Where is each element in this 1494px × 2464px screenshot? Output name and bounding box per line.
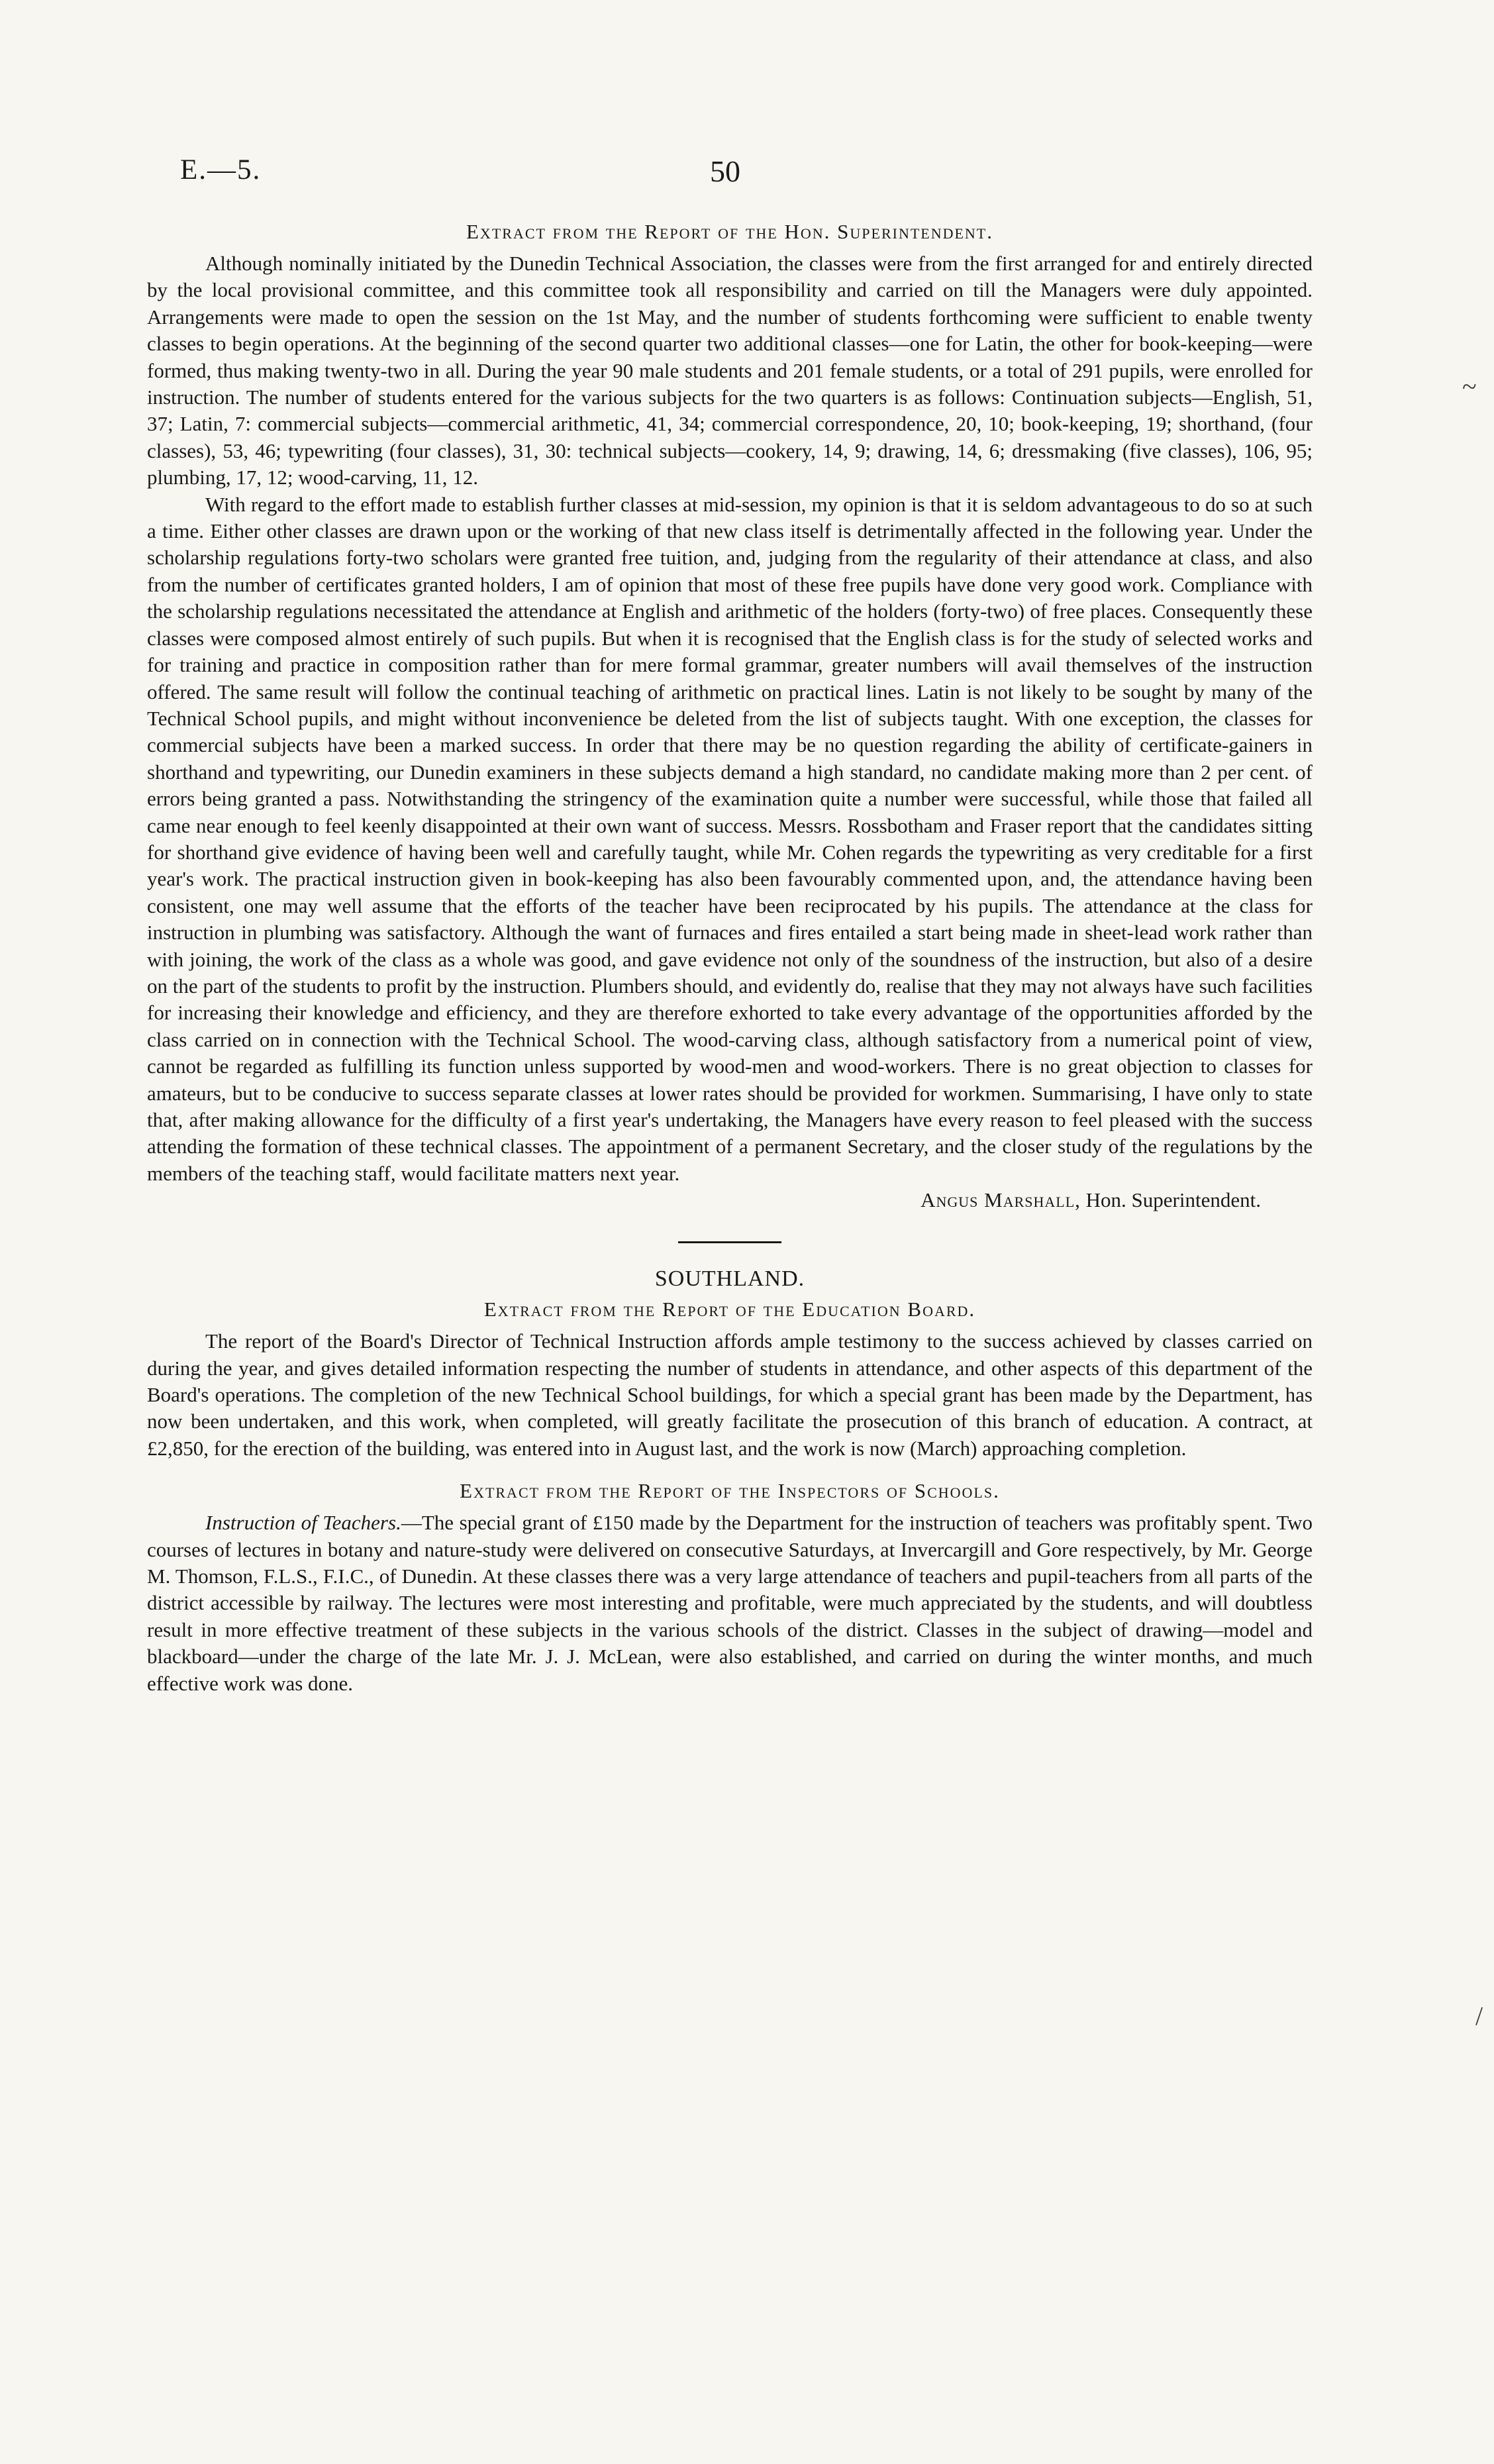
document-reference: E.—5. <box>180 154 262 185</box>
superintendent-paragraph-2: With regard to the effort made to establish further classes at mid-session, my opinion is that it is seldom advantageous to do so at such a time. Either other classes are drawn upon or the working of that new class itself is detrimentally affected in the following year. Under the scholarship regulations forty-two scholars were granted free tuition, and, judging from the regularity of their attendance at class, and also from the number of certificates granted holders, I am of opinion that most of these free pupils have done very good work. Compliance with the scholarship regulations necessitated the attendance at English and arithmetic of the holders (forty-two) of free places. Consequently these classes were composed almost entirely of such pupils. But when it is recognised that the English class is for the study of selected works and for training and practice in composition rather than for mere formal grammar, greater numbers will avail themselves of the instruction offered. The same result will follow the continual teaching of arithmetic on practical lines. Latin is not likely to be sought by many of the Technical School pupils, and might without inconvenience be deleted from the list of subjects taught. With one exception, the classes for commercial subjects have been a marked success. In order that there may be no question regarding the ability of certificate-gainers in shorthand and typewriting, our Dunedin examiners in these subjects demand a high standard, no candidate making more than 2 per cent. of errors being granted a pass. Notwithstanding the stringency of the examination quite a number were successful, while those that failed all came near enough to feel keenly disappointed at their own want of success. Messrs. Rossbotham and Fraser report that the candidates sitting for shorthand give evidence of having been well and carefully taught, while Mr. Cohen regards the typewriting as very creditable for a first year's work. The practical instruction given in book-keeping has also been favourably commented upon, and, the attendance having been consistent, one may well assume that the efforts of the teacher have been reciprocated by his pupils. The attendance at the class for instruction in plumbing was satisfactory. Although the want of furnaces and fires entailed a start being made in sheet-lead work rather than with joining, the work of the class as a whole was good, and gave evidence not only of the soundness of the instruction, but also of a desire on the part of the students to profit by the instruction. Plumbers should, and evidently do, realise that they may not always have such facilities for increasing their knowledge and efficiency, and they are therefore exhorted to take every advantage of the opportunities afforded by the class carried on in connection with the Technical School. The wood-carving class, although satisfactory from a numerical point of view, cannot be regarded as fulfilling its function unless supported by wood-men and wood-workers. There is no great objection to classes for amateurs, but to be conducive to success separate classes at lower rates should be provided for workmen. Summarising, I have only to state that, after making allowance for the difficulty of a first year's undertaking, the Managers have every reason to feel pleased with the success attending the formation of these technical classes. The appointment of a permanent Secretary, and the closer study of the regulations by the members of the teaching staff, would facilitate matters next year. <box>147 492 1313 1185</box>
board-paragraph: The report of the Board's Director of Technical Instruction affords ample testimony to the success achieved by classes carried on during the year, and gives detailed information respecting the number of students in attendance, and other aspects of this department of the Board's operations. The completion of the new Technical School buildings, for which a special grant has been made by the Department, has now been undertaken, and this work, when completed, will greatly facilitate the prosecution of this branch of education. A contract, at £2,850, for the erection of the building, was entered into in August last, and the work is now (March) approaching completion. <box>147 1329 1313 1460</box>
page-number: 50 <box>710 154 740 188</box>
signature-name: Angus Marshall, <box>921 1188 1081 1212</box>
margin-mark: ~ <box>1462 372 1477 401</box>
southland-title: SOUTHLAND. <box>654 1266 805 1292</box>
superintendent-paragraph-1: Although nominally initiated by the Dunedin Technical Association, the classes were from the first arranged for and entirely directed by the local provisional committee, and this committee took all responsibility and carried on till the Managers were duly appointed. Arrangements were made to open the session on the 1st May, and the number of students forthcoming were sufficient to enable twenty classes to begin operations. At the beginning of the second quarter two additional classes—one for Latin, the other for book-keeping—were formed, thus making twenty-two in all. During the year 90 male students and 201 female students, or a total of 291 pupils, were enrolled for instruction. The number of students entered for the various subjects for the two quarters is as follows: Continuation subjects—English, 51, 37; Latin, 7: commercial subjects—commercial arithmetic, 41, 34; commercial correspondence, 20, 10; book-keeping, 19; shorthand, (four classes), 53, 46; typewriting (four classes), 31, 30: technical subjects—cookery, 14, 9; drawing, 14, 6; dressmaking (five classes), 106, 95; plumbing, 17, 12; wood-carving, 11, 12. <box>147 252 1313 489</box>
inspectors-heading: Extract from the Report of the Inspectors of Schools. <box>460 1479 1000 1503</box>
signature-title: Hon. Superintendent. <box>1085 1188 1261 1212</box>
inspectors-paragraph <box>147 1510 1313 1697</box>
page-body <box>147 219 1313 1697</box>
superintendent-heading: Extract from the Report of the Hon. Superintendent. <box>466 220 993 243</box>
section-divider <box>678 1241 781 1243</box>
board-heading: Extract from the Report of the Education Board. <box>483 1298 976 1321</box>
inspectors-text: —The special grant of £150 made by the Department for the instruction of teachers was profitably spent. Two courses of lectures in botany and nature-study were delivered on consecutive Saturdays, at Invercargill and Gore respectively, by Mr. George M. Thomson, F.L.S., F.I.C., of Dunedin. At these classes there was a very large attendance of teachers and pupil-teachers from all parts of the district accessible by railway. The lectures were most interesting and profitable, were much appreciated by the students, and will doubtless result in more effective treatment of these subjects in the various schools of the district. Classes in the subject of drawing—model and blackboard—under the charge of the late Mr. J. J. McLean, were also established, and carried on during the winter months, and much effective work was done. <box>147 1511 1313 1695</box>
page-header <box>180 154 1313 193</box>
signature <box>147 1187 1313 1213</box>
margin-mark: / <box>1475 2001 1483 2031</box>
inspectors-lead: Instruction of Teachers. <box>205 1511 401 1535</box>
